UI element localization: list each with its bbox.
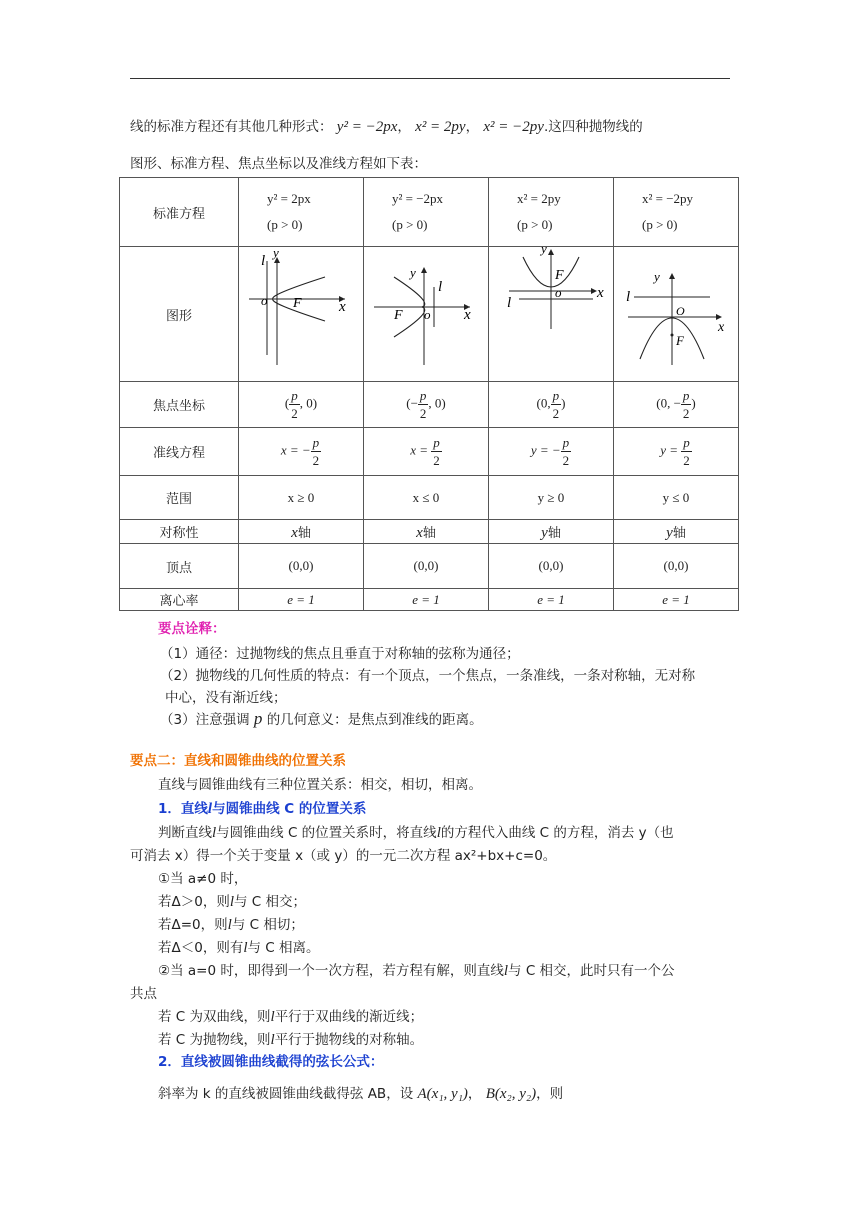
graph-down-parabola: [614, 247, 738, 377]
label-l: l: [261, 253, 266, 269]
header-rule: [130, 78, 730, 79]
sym-word: 轴: [672, 525, 686, 541]
graph-up-parabola: [489, 247, 613, 377]
note-2a: （2）抛物线的几何性质的特点：有一个顶点，一个焦点，一条准线，一条对称轴，无对称: [160, 668, 696, 684]
var-l: l: [212, 825, 217, 841]
graph-right-parabola: [239, 247, 363, 377]
directrix-cell: [614, 428, 739, 476]
fraction: [681, 387, 692, 422]
focus-pre: (−: [406, 395, 418, 411]
text: ，则: [536, 1086, 564, 1102]
ecc-cell: [364, 589, 489, 611]
table-row: [120, 178, 739, 247]
fraction: [311, 434, 322, 469]
case-2: [130, 891, 758, 913]
note-text: （3）注意强调: [160, 712, 250, 728]
table-row: [120, 476, 739, 520]
row-label: 标准方程: [120, 178, 239, 247]
frac-den: 2: [682, 406, 690, 421]
graph-cell: [489, 247, 614, 382]
case-5: [130, 960, 758, 982]
focus-cell: [239, 382, 364, 428]
std-eq: y² = 2px: [267, 191, 311, 206]
row-label: 顶点: [120, 544, 239, 589]
var-l: l: [243, 940, 248, 956]
point-A: A(x₁, y₁): [417, 1086, 468, 1102]
section2-intro: 直线与圆锥曲线有三种位置关系：相交，相切，相离。: [158, 777, 482, 793]
sym-var: y: [541, 524, 548, 541]
table-row: [120, 428, 739, 476]
var-l: l: [436, 825, 441, 841]
focus-cell: [364, 382, 489, 428]
sym-word: 轴: [547, 525, 561, 541]
std-eq: x² = 2py: [517, 191, 561, 206]
para-2: 可消去 x）得一个关于变量 x（或 y）的一元二次方程 ax²+bx+c=0。: [130, 848, 557, 864]
text: 平行于双曲线的渐近线；: [274, 1009, 424, 1025]
text: 与圆锥曲线 C 的位置关系时，将直线: [216, 825, 437, 841]
label-y: y: [273, 247, 279, 260]
focus-cell: [614, 382, 739, 428]
chord-line: 斜率为 k 的直线被圆锥曲线截得弦 AB，设 A(x₁, y₁)， B(x₂, y₂)，则: [158, 1086, 564, 1102]
graph-cell: [614, 247, 739, 382]
focus-pre: (: [284, 395, 290, 411]
row-label: 范围: [120, 476, 239, 520]
focus-post: ): [691, 395, 696, 411]
row-label: 离心率: [120, 589, 239, 611]
case-5-cont: 共点: [130, 986, 157, 1002]
fraction: [561, 434, 572, 469]
subsection-1-title: [130, 798, 758, 820]
symmetry-cell: [614, 520, 739, 544]
label-y: y: [654, 269, 660, 284]
sym-word: 轴: [422, 525, 436, 541]
row-label: 对称性: [120, 520, 239, 544]
condition: (p > 0): [392, 217, 428, 232]
condition: (p > 0): [642, 217, 678, 232]
symmetry-cell: [489, 520, 614, 544]
frac-den: 2: [683, 453, 690, 468]
frac-num: p: [312, 435, 320, 450]
range-cell: y ≤ 0: [614, 476, 739, 520]
text: 斜率为 k 的直线被圆锥曲线截得弦 AB，设: [158, 1086, 414, 1102]
sym-var: x: [416, 524, 423, 541]
frac-num: p: [562, 435, 570, 450]
vertex-cell: (0,0): [614, 544, 739, 589]
intro-line-2: 图形、标准方程、焦点坐标以及准线方程如下表：: [130, 156, 427, 172]
condition: (p > 0): [517, 217, 553, 232]
frac-den: 2: [312, 453, 320, 468]
label-o: o: [424, 307, 431, 322]
range-cell: x ≤ 0: [364, 476, 489, 520]
frac-num: p: [433, 435, 440, 450]
directrix-pre: y =: [660, 442, 682, 458]
intro-text: .这四种抛物线的: [543, 119, 643, 135]
case-7: [130, 1029, 758, 1051]
label-F: F: [394, 308, 403, 323]
note-text: 的几何意义：是焦点到准线的距离。: [266, 712, 483, 728]
label-l: l: [438, 279, 443, 295]
text: 的方程代入曲线 C 的方程，消去 y（也: [440, 825, 674, 841]
text: 判断直线: [158, 825, 212, 841]
focus-post: , 0): [299, 395, 318, 411]
var-l: l: [207, 801, 213, 817]
label-F: F: [676, 333, 684, 348]
text: ②当 a=0 时，即得到一个一次方程，若方程有解，则直线: [158, 963, 504, 979]
var-p: p: [253, 709, 263, 728]
var-l: l: [270, 1032, 275, 1048]
sym-word: 轴: [297, 525, 311, 541]
directrix-cell: [239, 428, 364, 476]
graph-cell: [364, 247, 489, 382]
focus-cell: [489, 382, 614, 428]
vertex-cell: (0,0): [239, 544, 364, 589]
focus-pre: (0,: [536, 395, 551, 411]
focus-post: , 0): [428, 395, 446, 411]
std-eq-cell: [614, 178, 739, 247]
point-B: B(x₂, y₂): [485, 1086, 537, 1102]
notes-heading: 要点诠释：: [158, 621, 226, 637]
note-1: （1）通径：过抛物线的焦点且垂直于对称轴的弦称为通径；: [160, 646, 520, 662]
text: 与 C 相交；: [234, 894, 307, 910]
case-1: ①当 a≠0 时，: [158, 871, 248, 887]
graph-cell: [239, 247, 364, 382]
var-l: l: [227, 917, 232, 933]
text: 与 C 相切；: [231, 917, 304, 933]
intro-line-1: 线的标准方程还有其他几种形式： y² = −2px， x² = 2py， x² = −2py.这四种抛物线的: [130, 119, 643, 135]
directrix-pre: y = −: [530, 442, 561, 458]
std-eq-cell: [489, 178, 614, 247]
frac-num: p: [552, 388, 560, 403]
sub-text: 与圆锥曲线 C 的位置关系: [212, 801, 367, 817]
focus-post: ): [561, 395, 566, 411]
table-row: [120, 382, 739, 428]
label-O: O: [676, 304, 685, 318]
sym-var: x: [291, 524, 298, 541]
fraction: [681, 434, 692, 469]
text: 若 C 为抛物线，则: [158, 1032, 271, 1048]
std-eq: x² = −2py: [642, 191, 694, 206]
label-x: x: [339, 299, 346, 315]
frac-den: 2: [419, 406, 427, 421]
vertex-cell: (0,0): [364, 544, 489, 589]
range-cell: x ≥ 0: [239, 476, 364, 520]
fraction: [418, 387, 429, 422]
section2-heading: 要点二：直线和圆锥曲线的位置关系: [130, 753, 346, 769]
formula: y² = −2px: [336, 119, 398, 135]
vertex-cell: (0,0): [489, 544, 614, 589]
var-l: l: [503, 963, 509, 979]
fraction: [289, 387, 300, 422]
frac-den: 2: [291, 406, 298, 421]
label-x: x: [464, 307, 471, 323]
label-F: F: [555, 268, 564, 283]
graph-left-parabola: [364, 247, 488, 377]
var-l: l: [270, 1009, 275, 1025]
focus-pre: (0, −: [656, 395, 681, 411]
ecc-cell: [614, 589, 739, 611]
fraction: [551, 387, 562, 422]
text: 若 C 为双曲线，则: [158, 1009, 271, 1025]
note-2b: 中心，没有渐近线；: [165, 690, 287, 706]
text: 与 C 相交，此时只有一个公: [508, 963, 675, 979]
directrix-pre: x = −: [280, 442, 311, 458]
std-eq-cell: [239, 178, 364, 247]
ecc: e = 1: [412, 591, 440, 607]
intro-text: 线的标准方程还有其他几种形式：: [130, 119, 333, 135]
frac-num: p: [291, 388, 298, 403]
directrix-cell: [489, 428, 614, 476]
frac-den: 2: [552, 406, 560, 421]
ecc-cell: [239, 589, 364, 611]
std-eq: y² = −2px: [392, 191, 444, 206]
table-row: [120, 589, 739, 611]
row-label: 焦点坐标: [120, 382, 239, 428]
var-l: l: [229, 894, 234, 910]
text: 若Δ=0，则: [158, 917, 228, 933]
label-l: l: [626, 289, 631, 305]
label-y: y: [541, 247, 547, 256]
symmetry-cell: [239, 520, 364, 544]
label-F: F: [293, 296, 302, 311]
frac-den: 2: [433, 453, 440, 468]
label-o: o: [555, 285, 562, 300]
table-row: [120, 520, 739, 544]
table-row: [120, 544, 739, 589]
symmetry-cell: [364, 520, 489, 544]
directrix-pre: x =: [410, 442, 432, 458]
std-eq-cell: [364, 178, 489, 247]
row-label: 准线方程: [120, 428, 239, 476]
subsection-2-title: 2．直线被圆锥曲线截得的弦长公式：: [158, 1054, 384, 1070]
frac-num: p: [682, 388, 690, 403]
case-6: [130, 1006, 758, 1028]
case-3: [130, 914, 758, 936]
label-x: x: [597, 285, 604, 301]
sub-text: 1．直线: [158, 801, 208, 817]
directrix-cell: [364, 428, 489, 476]
text: 平行于抛物线的对称轴。: [274, 1032, 424, 1048]
table-row: [120, 247, 739, 382]
range-cell: y ≥ 0: [489, 476, 614, 520]
text: 与 C 相离。: [247, 940, 320, 956]
formula: x² = −2py: [483, 119, 544, 135]
label-o: o: [261, 293, 268, 308]
text: 若Δ＜0，则有: [158, 940, 244, 956]
sym-var: y: [666, 524, 673, 541]
condition: (p > 0): [267, 217, 303, 232]
ecc-cell: [489, 589, 614, 611]
ecc: e = 1: [537, 591, 565, 607]
ecc: e = 1: [287, 591, 315, 607]
note-3: [160, 708, 730, 731]
ecc: e = 1: [662, 591, 690, 607]
formula: x² = 2py: [415, 119, 466, 135]
label-y: y: [410, 265, 416, 280]
label-l: l: [507, 295, 512, 311]
frac-num: p: [419, 388, 427, 403]
parabola-table: [119, 177, 739, 611]
frac-den: 2: [562, 453, 570, 468]
fraction: [431, 434, 442, 469]
case-4: [130, 937, 758, 959]
label-x: x: [718, 320, 725, 335]
frac-num: p: [683, 435, 690, 450]
para-1: [130, 822, 758, 844]
row-label: 图形: [120, 247, 239, 382]
text: 若Δ＞0，则: [158, 894, 230, 910]
